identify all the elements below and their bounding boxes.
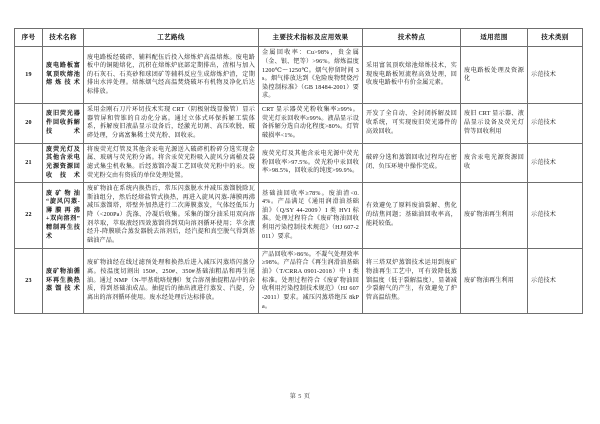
cell-technical-index: 金属回收率：Cu>98%，贵金属（金、银、钯等）>96%。熔炼温度 1200℃～1250℃。烟气停留时间 3s。烟气排放达到《危险废物焚烧污染控制标准》（GB 18484-2001）要求。 <box>259 47 363 104</box>
column-header-name: 技术名称 <box>43 29 84 47</box>
column-header-scope: 适用范围 <box>461 29 528 47</box>
cell-process-route: 将废荧光灯管及其他含汞电光源送入破碎机粉碎分选实现金属、玻璃与荧光粉分离。将含汞荧光粉吸入旋风分离桶及袋滤式集尘机收集。后经蒸馏冷凝工艺回收荧光粉中的汞。废荧光粉交由有资质的单位处理处置。 <box>84 143 259 183</box>
table-row <box>15 143 583 183</box>
table-row <box>15 183 583 248</box>
cell-technology-name: 废荧光灯及其他含汞电光源资源回收技术 <box>43 143 84 183</box>
cell-applicable-scope: 废旧 CRT 显示器、液晶显示设备及荧光灯管等回收利用 <box>461 104 528 144</box>
cell-technical-feature: 将三塔双炉蒸馏技术运用到废矿物油再生工艺中，可有效降低蒸馏温度（低于裂解温度），显著减少裂解气的产生，有效避免了炉管高温结焦。 <box>363 248 461 313</box>
cell-applicable-scope: 废含汞电光源资源回收 <box>461 143 528 183</box>
cell-technical-index: 废荧光灯及其他含汞电光源中荧光粉回收率>97.5%。荧光粉中汞回收率>98.5%，回收汞的纯度>99.9%。 <box>259 143 363 183</box>
column-header-type: 技术类别 <box>528 29 583 47</box>
cell-technical-feature: 采用富氧顶吹熔池熔炼技术，实现废电路板短流程高效处理，回收废电路板中有价金属元素。 <box>363 47 461 104</box>
cell-process-route: 采用金刚石刀片环切技术实现 CRT（阴极射线显像管）显示器管屏和管锥的自动化分离。通过立体式环保拆解工装体系，拆解废旧液晶显示设备后，经激光切割、高压吹脱、破碎处理，分离富集稀土荧光粉、回收汞。 <box>84 104 259 144</box>
cell-applicable-scope: 废矿物油再生利用 <box>461 183 528 248</box>
cell-seq: 22 <box>15 183 43 248</box>
technology-catalog-table <box>14 28 583 314</box>
cell-technology-name: 废矿物油循环再生换热蒸馏技术 <box>43 248 84 313</box>
table-row <box>15 104 583 144</box>
cell-technical-index: 产品回收率>86%。不凝气处理效率≥98%。产品符合《再生润滑油基础油》（T/CRRA 0901-2018）中 I 类标准。处理过程符合《废矿物油回收利用污染控制技术规范》（HJ 607-2011）要求。减压闪蒸塔绝压 8kPa。 <box>259 248 363 313</box>
cell-technology-type: 示范技术 <box>528 183 583 248</box>
table-header-row <box>15 29 583 47</box>
cell-technology-name: 废矿物油“旋风闪蒸-薄膜再沸+双向溶剂”精制再生技术 <box>43 183 84 248</box>
cell-technology-name: 废旧荧光器件回收拆解技术 <box>43 104 84 144</box>
cell-technical-feature: 破碎分选和蒸馏回收过程均在密闭、负压环境中操作完成。 <box>363 143 461 183</box>
column-header-index: 主要技术指标及应用效果 <box>259 29 363 47</box>
cell-technical-feature: 有效避免了原料废油裂解、焦化的结焦问题；基础油回收率高，能耗较低。 <box>363 183 461 248</box>
cell-technical-feature: 开发了全自动、全封闭拆解及回收系统，可实现废旧荧光器件的高效回收。 <box>363 104 461 144</box>
column-header-seq: 序号 <box>15 29 43 47</box>
cell-seq: 19 <box>15 47 43 104</box>
cell-seq: 23 <box>15 248 43 313</box>
cell-technology-name: 废电路板富氧顶吹熔池熔炼技术 <box>43 47 84 104</box>
cell-technical-index: 基础油回收率≥78%。废油渣<0.4%。产品满足《通用润滑油基础油》（Q/SY 44-2009）I 类 HVI 标准。处理过程符合《废矿物油回收利用污染控制技术规范》（HJ 607-2011）要求。 <box>259 183 363 248</box>
cell-seq: 21 <box>15 143 43 183</box>
table-header <box>15 29 583 47</box>
cell-process-route: 废矿物油经在线过滤预处理和换热后进入减压闪蒸塔闪蒸分离。按温度切割出 150#、250#、350#基础油粗品和再生尾油。通过 NMP（N-甲基吡咯烷酮）复合溶剂抽提粗品中的杂质，得到基础油成品。抽提后的抽出液进行蒸发、汽提，分离出的溶剂循环使用。废水经处理后达标排放。 <box>84 248 259 313</box>
page-number-footer: 第 5 页 <box>289 393 311 400</box>
table-row <box>15 248 583 313</box>
table-row <box>15 47 583 104</box>
cell-technology-type: 示范技术 <box>528 104 583 144</box>
cell-seq: 20 <box>15 104 43 144</box>
column-header-feature: 技术特点 <box>363 29 461 47</box>
cell-applicable-scope: 废矿物油再生利用 <box>461 248 528 313</box>
cell-process-route: 废电路板经破碎、辅料配伍后投入熔炼炉高温熔炼。废电路板中的铜随熔化，沉积在熔炼炉底部定期排出，渣相与加入的石灰石、石英砂和球团矿等辅料反应生成熔炼炉渣，定期排出水淬处理。熔炼烟气经高温焚烧破坏有机物及净化后达标排放。 <box>84 47 259 104</box>
cell-technical-index: CRT 显示器荧光粉收集率≥99%。荧光灯汞回收率≥99%。液晶显示设备拆解分选自动化程度>80%。灯管破损率<1%。 <box>259 104 363 144</box>
cell-applicable-scope: 废电路板处理及资源化 <box>461 47 528 104</box>
cell-process-route: 废矿物油在系统内换热后，常压闪蒸脱水并减压蒸馏脱除瓦斯油组分，然后经熔盐管式换热，再进入旋风闪蒸-薄膜再沸减压蒸馏塔，塔壁外加热进行二次薄膜蒸发，气体经低压力降（<200Pa）洗涤、冷凝后收集。采集的馏分油采用双向溶剂萃取，萃取液经四效蒸馏得到双向溶剂循环使用；萃余液经升-降膜联合蒸发器脱去溶剂后，经汽提和真空脱气得到基础油产品。 <box>84 183 259 248</box>
cell-technology-type: 示范技术 <box>528 143 583 183</box>
table-body <box>15 47 583 314</box>
column-header-route: 工艺路线 <box>84 29 259 47</box>
cell-technology-type: 示范技术 <box>528 248 583 313</box>
cell-technology-type: 示范技术 <box>528 47 583 104</box>
